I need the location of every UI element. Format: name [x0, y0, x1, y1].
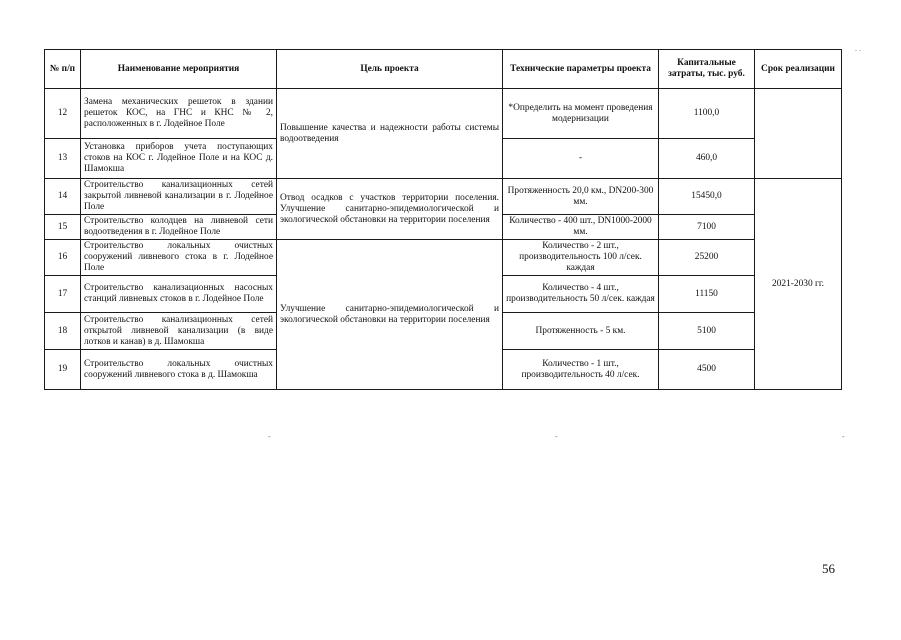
table-row	[45, 89, 842, 139]
row-cost: 11150	[659, 276, 755, 313]
header-num: № п/п	[45, 50, 81, 89]
row-goal: Улучшение санитарно-эпидемиологической и экологической обстановки на территории поселения	[277, 240, 503, 390]
row-params: -	[503, 139, 659, 179]
row-name: Строительство локальных очистных сооружений ливневого стока в д. Шамокша	[81, 350, 277, 390]
row-cost: 460,0	[659, 139, 755, 179]
row-num: 16	[45, 240, 81, 276]
row-term: 2021-2030 гг.	[755, 179, 842, 390]
row-num: 19	[45, 350, 81, 390]
row-name: Замена механических решеток в здании решеток КОС, на ГНС и КНС № 2, расположенных в г. Лодейное Поле	[81, 89, 277, 139]
row-cost: 25200	[659, 240, 755, 276]
table-row	[45, 240, 842, 276]
page-number: 56	[822, 561, 835, 576]
table-header-row	[45, 50, 842, 89]
row-name: Строительство локальных очистных сооружений ливневого стока в г. Лодейное Поле	[81, 240, 277, 276]
row-num: 13	[45, 139, 81, 179]
row-params: *Определить на момент проведения модернизации	[503, 89, 659, 139]
scan-speck: . .	[855, 44, 861, 53]
row-cost: 1100,0	[659, 89, 755, 139]
row-params: Протяженность - 5 км.	[503, 313, 659, 350]
scan-speck: -	[842, 432, 845, 441]
row-name: Строительство колодцев на ливневой сети водоотведения в г. Лодейное Поле	[81, 215, 277, 240]
header-params: Технические параметры проекта	[503, 50, 659, 89]
row-goal: Отвод осадков с участков территории поселения. Улучшение санитарно-эпидемиологической и экологической обстановки на территории поселения	[277, 179, 503, 240]
header-term: Срок реализации	[755, 50, 842, 89]
scan-speck: -	[268, 432, 271, 441]
scan-speck: -	[555, 432, 558, 441]
row-cost: 5100	[659, 313, 755, 350]
row-num: 12	[45, 89, 81, 139]
row-params: Количество - 1 шт., производительность 40 л/сек.	[503, 350, 659, 390]
header-name: Наименование мероприятия	[81, 50, 277, 89]
row-params: Количество - 400 шт., DN1000-2000 мм.	[503, 215, 659, 240]
row-cost: 4500	[659, 350, 755, 390]
header-goal: Цель проекта	[277, 50, 503, 89]
row-name: Установка приборов учета поступающих стоков на КОС г. Лодейное Поле и на КОС д. Шамокша	[81, 139, 277, 179]
table-row	[45, 179, 842, 215]
row-name: Строительство канализационных сетей закрытой ливневой канализации в г. Лодейное Поле	[81, 179, 277, 215]
row-num: 18	[45, 313, 81, 350]
row-params: Количество - 4 шт., производительность 50 л/сек. каждая	[503, 276, 659, 313]
row-num: 17	[45, 276, 81, 313]
row-goal: Повышение качества и надежности работы системы водоотведения	[277, 89, 503, 179]
row-num: 15	[45, 215, 81, 240]
header-cost: Капитальные затраты, тыс. руб.	[659, 50, 755, 89]
measures-table	[44, 49, 842, 390]
row-params: Протяженность 20,0 км., DN200-300 мм.	[503, 179, 659, 215]
row-num: 14	[45, 179, 81, 215]
row-name: Строительство канализационных сетей открытой ливневой канализации (в виде лотков и канав) в д. Шамокша	[81, 313, 277, 350]
row-cost: 15450,0	[659, 179, 755, 215]
row-params: Количество - 2 шт., производительность 100 л/сек. каждая	[503, 240, 659, 276]
row-cost: 7100	[659, 215, 755, 240]
row-name: Строительство канализационных насосных станций ливневых стоков в г. Лодейное Поле	[81, 276, 277, 313]
row-term-empty	[755, 89, 842, 179]
